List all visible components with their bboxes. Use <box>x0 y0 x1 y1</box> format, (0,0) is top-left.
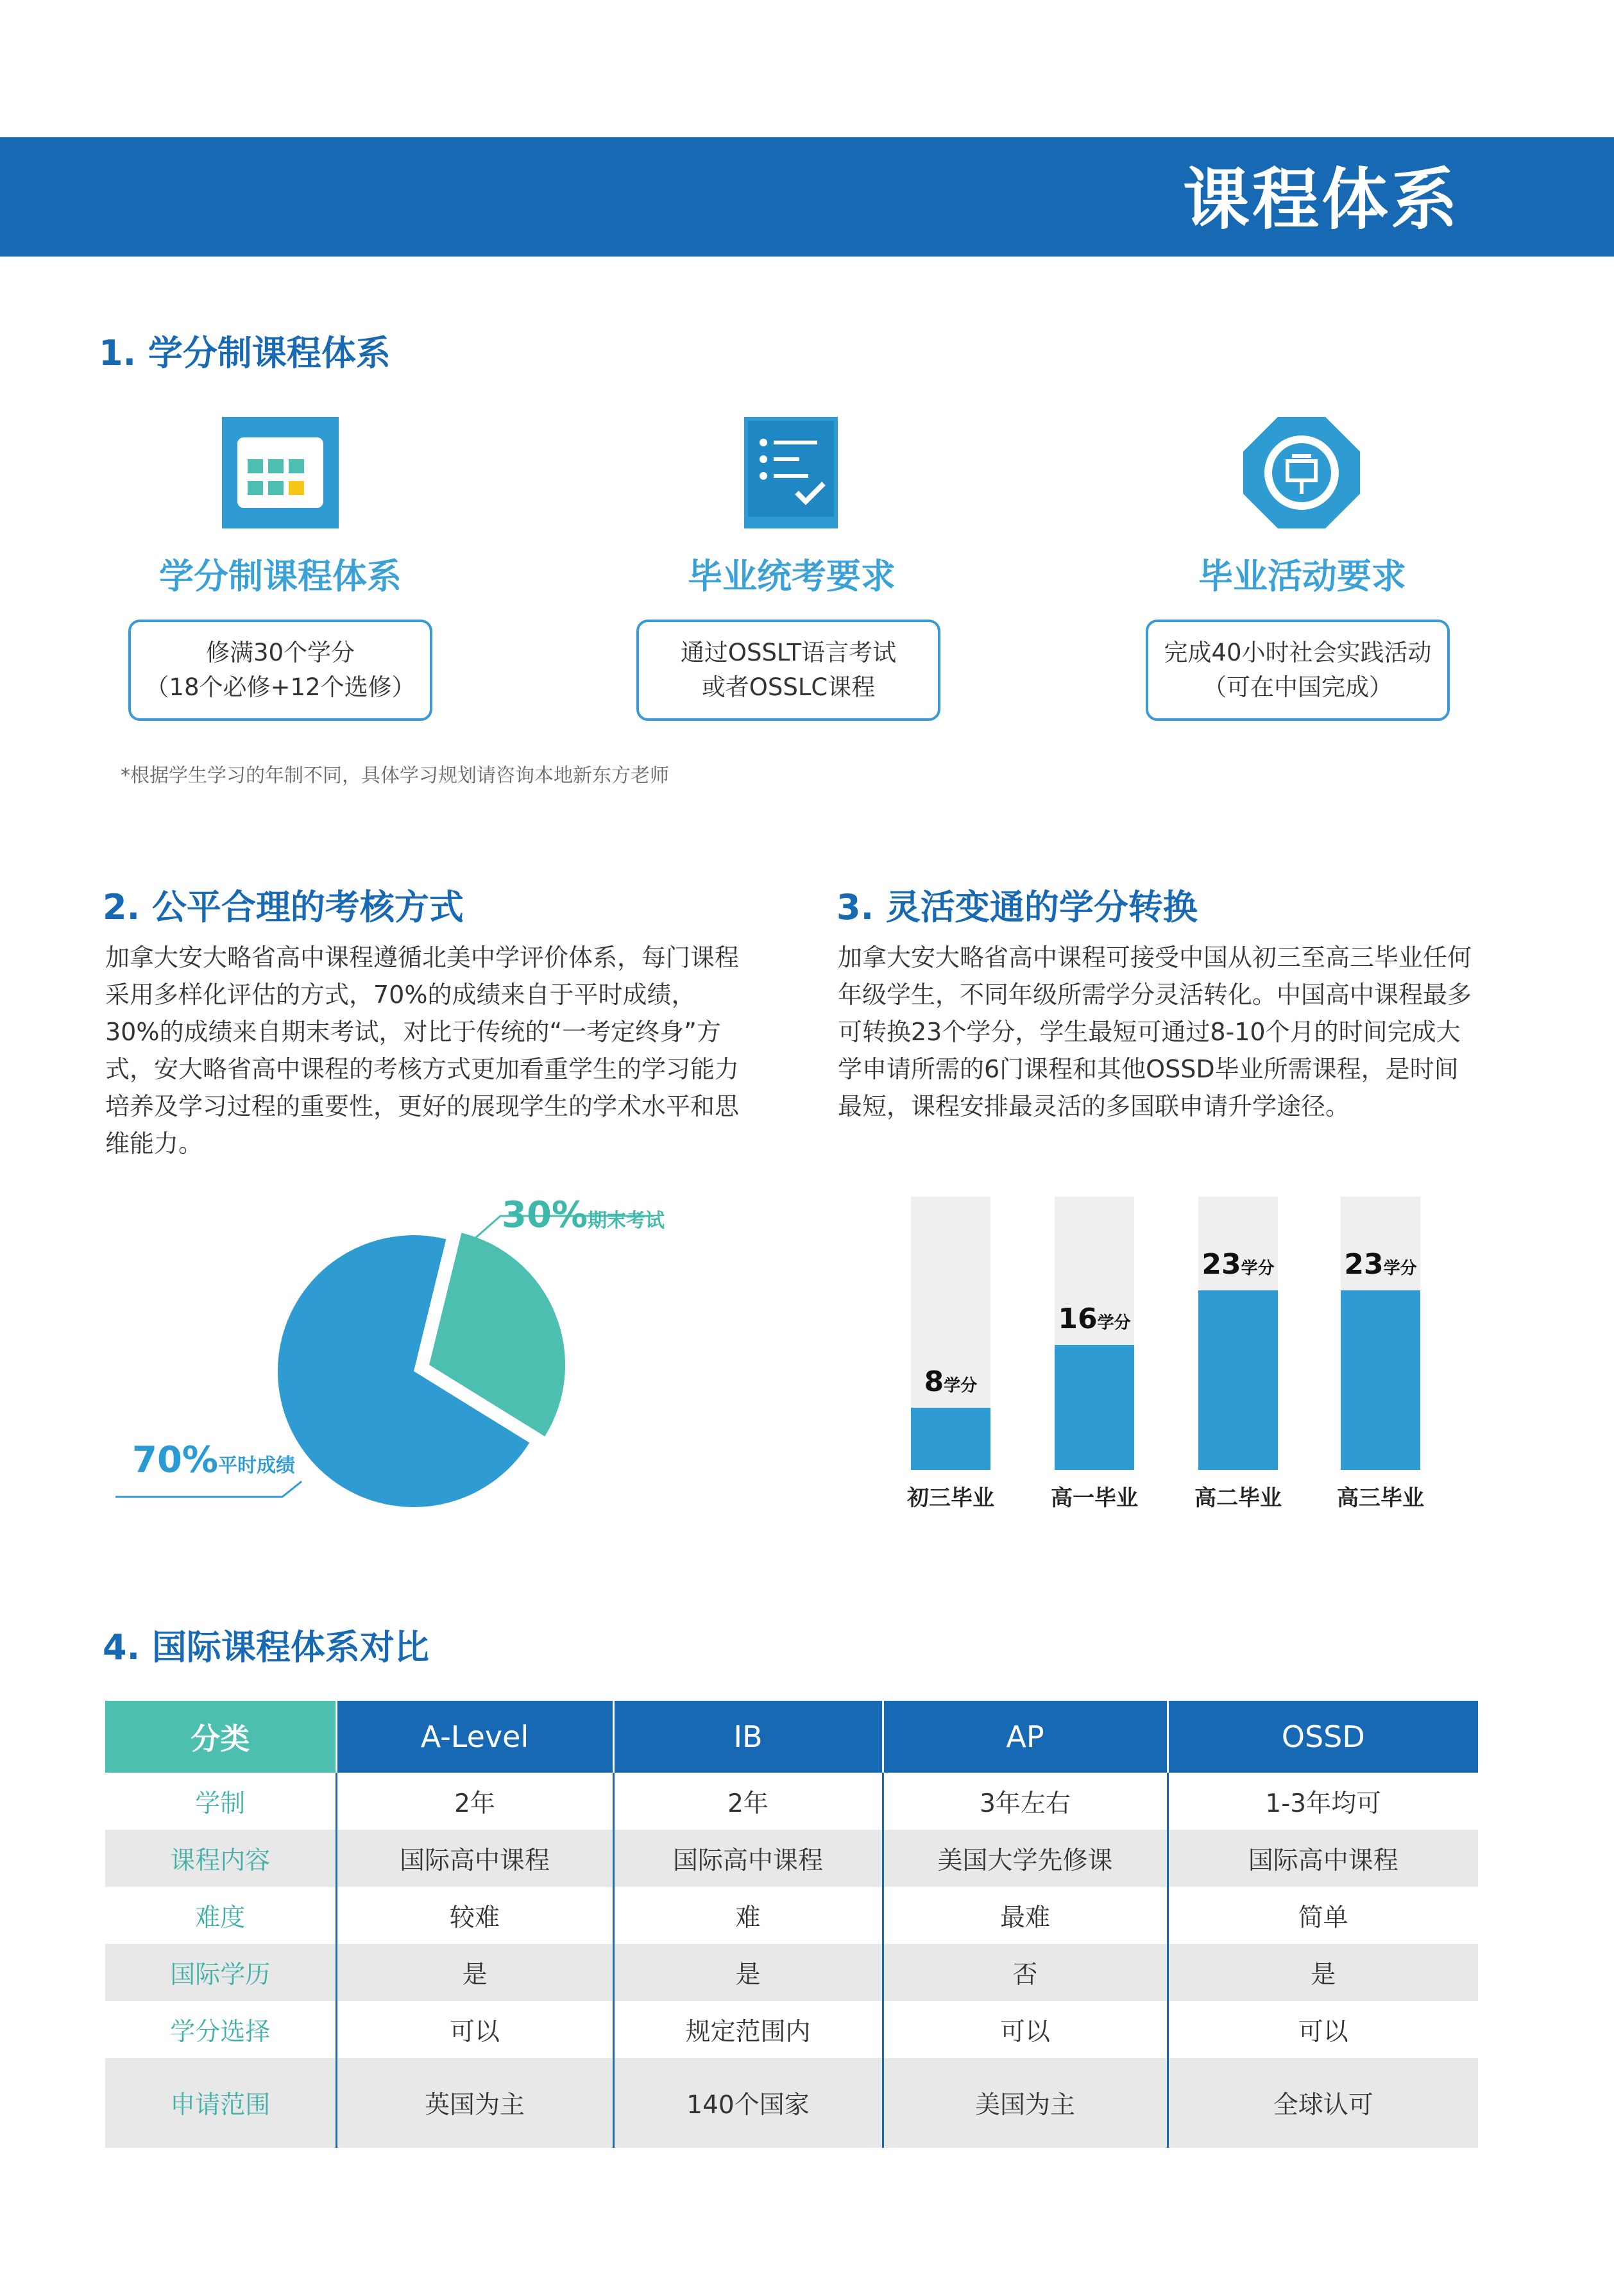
table-cell: 美国为主 <box>883 2058 1168 2148</box>
bar-category-label: 高一毕业 <box>1051 1485 1138 1511</box>
table-row <box>105 1773 1478 1830</box>
table-cell: 可以 <box>336 2001 613 2058</box>
card-credit-box <box>128 620 432 721</box>
pie-leader-usual <box>115 1481 302 1497</box>
bar-category-label: 高三毕业 <box>1337 1485 1424 1511</box>
card-credit-line1: 修满30个学分 <box>205 639 355 666</box>
bar-value-label <box>1174 1248 1302 1281</box>
card-exam-line2: 或者OSSLC课程 <box>701 673 876 701</box>
card-exam-box <box>636 620 940 721</box>
pie-label-final-text: 期末考试 <box>588 1210 665 1232</box>
section2-line: 采用多样化评估的方式，70%的成绩来自于平时成绩， <box>105 981 696 1009</box>
table-cell: 最难 <box>883 1887 1168 1944</box>
bar-value-label <box>1030 1303 1159 1335</box>
table-row-label: 课程内容 <box>105 1830 336 1887</box>
section2-line: 加拿大安大略省高中课程遵循北美中学评价体系，每门课程 <box>105 943 740 972</box>
card-activity-line1: 完成40小时社会实践活动 <box>1164 639 1432 666</box>
table-header-cell: AP <box>883 1701 1168 1773</box>
table-header-cell: A-Level <box>336 1701 613 1773</box>
table-cell: 3年左右 <box>883 1773 1168 1830</box>
section2-line: 30%的成绩来自期末考试，对比于传统的“一考定终身”方 <box>105 1018 721 1046</box>
bar-unit: 学分 <box>1097 1313 1131 1333</box>
section2-paragraph <box>105 939 766 1162</box>
bar-unit: 学分 <box>1383 1259 1417 1278</box>
card-credit-line2: （18个必修+12个选修） <box>145 673 416 701</box>
table-row-label: 申请范围 <box>105 2058 336 2148</box>
table-cell: 国际高中课程 <box>1168 1830 1478 1887</box>
table-row-label: 学分选择 <box>170 2017 271 2047</box>
table-cell: 2年 <box>336 1773 613 1830</box>
section4-title: 4. 国际课程体系对比 <box>103 1627 429 1667</box>
table-cell: 否 <box>883 1944 1168 2001</box>
section2-title: 2. 公平合理的考核方式 <box>103 887 464 927</box>
pie-label-usual-value: 70% <box>132 1439 219 1481</box>
table-header-cell: 分类 <box>105 1701 336 1773</box>
bar-4 <box>1341 1290 1420 1470</box>
table-cell: 规定范围内 <box>613 2001 883 2058</box>
bar-unit: 学分 <box>944 1376 978 1396</box>
footnote: *根据学生学习的年制不同，具体学习规划请咨询本地新东方老师 <box>121 764 669 787</box>
section3-line: 最短，课程安排最灵活的多国联申请升学途径。 <box>838 1092 1350 1120</box>
table-header-row <box>105 1701 1478 1773</box>
bar-2 <box>1055 1345 1134 1470</box>
table-cell: 国际高中课程 <box>613 1830 883 1887</box>
card-activity-box <box>1146 620 1450 721</box>
section3-line: 年级学生，不同年级所需学分灵活转化。中国高中课程最多 <box>838 981 1472 1009</box>
table-row <box>105 1944 1478 2001</box>
pie-label-usual-text: 平时成绩 <box>218 1455 296 1477</box>
table-header-cell: OSSD <box>1168 1701 1478 1773</box>
section3-line: 加拿大安大略省高中课程可接受中国从初三至高三毕业任何 <box>838 943 1472 972</box>
pie-label-usual <box>132 1439 295 1481</box>
table-row-label: 国际学历 <box>105 1944 336 2001</box>
table-row-label: 难度 <box>195 1903 246 1932</box>
table-cell: 2年 <box>613 1773 883 1830</box>
section3-title: 3. 灵活变通的学分转换 <box>837 887 1198 927</box>
table-row-label: 学制 <box>195 1789 246 1818</box>
table-cell: 国际高中课程 <box>336 1830 613 1887</box>
bar-1 <box>911 1408 990 1470</box>
table-row <box>105 2058 1478 2148</box>
comparison-table <box>105 1701 1478 2148</box>
card-credit-title: 学分制课程体系 <box>159 556 402 596</box>
section2-line: 维能力。 <box>105 1129 203 1158</box>
card-exam-title: 毕业统考要求 <box>688 556 896 596</box>
section2-line: 式，安大略省高中课程的考核方式更加看重学生的学习能力 <box>105 1055 740 1083</box>
table-cell: 1-3年均可 <box>1168 1773 1478 1830</box>
bar-chart <box>885 1197 1463 1530</box>
table-cell: 简单 <box>1168 1887 1478 1944</box>
bar-category-label: 初三毕业 <box>907 1485 994 1511</box>
table-cell: 可以 <box>883 2001 1168 2058</box>
page-title: 课程体系 <box>1182 160 1460 239</box>
pie-label-final-value: 30% <box>502 1194 588 1236</box>
table-cell: 较难 <box>336 1887 613 1944</box>
card-activity-line2: （可在中国完成） <box>1203 673 1393 701</box>
table-cell: 难 <box>613 1887 883 1944</box>
bar-value-label <box>1316 1248 1445 1281</box>
section2-line: 培养及学习过程的重要性，更好的展现学生的学术水平和思 <box>105 1092 740 1120</box>
section3-paragraph <box>838 939 1499 1125</box>
section3-line: 可转换23个学分，学生最短可通过8-10个月的时间完成大 <box>838 1018 1461 1046</box>
bar-unit: 学分 <box>1241 1259 1275 1278</box>
bar-value-label <box>887 1365 1015 1398</box>
table-cell: 是 <box>1168 1944 1478 2001</box>
table-cell: 全球认可 <box>1168 2058 1478 2148</box>
checklist-icon <box>744 417 838 528</box>
table-cell: 英国为主 <box>336 2058 613 2148</box>
table-cell: 美国大学先修课 <box>883 1830 1168 1887</box>
bar-value: 23 <box>1344 1248 1384 1281</box>
table-cell: 是 <box>336 1944 613 2001</box>
table-header-cell: IB <box>613 1701 883 1773</box>
card-exam-line1: 通过OSSLT语言考试 <box>680 639 897 666</box>
pie-chart <box>109 1186 686 1546</box>
table-row <box>105 2001 1478 2058</box>
table-row <box>105 1830 1478 1887</box>
bar-value: 16 <box>1058 1303 1098 1335</box>
table-cell: 可以 <box>1168 2001 1478 2058</box>
grid-calendar-icon <box>222 417 339 528</box>
section1-title: 1. 学分制课程体系 <box>99 333 391 373</box>
bar-value: 23 <box>1202 1248 1241 1281</box>
table-cell: 是 <box>613 1944 883 2001</box>
card-activity-title: 毕业活动要求 <box>1198 556 1406 596</box>
table-cell: 140个国家 <box>613 2058 883 2148</box>
pie-label-final <box>502 1194 665 1236</box>
bar-category-label: 高二毕业 <box>1194 1485 1282 1511</box>
presentation-board-icon <box>1243 417 1360 528</box>
bar-3 <box>1198 1290 1278 1470</box>
section3-line: 学申请所需的6门课程和其他OSSD毕业所需课程，是时间 <box>838 1055 1459 1083</box>
bar-value: 8 <box>924 1365 944 1398</box>
table-row <box>105 1887 1478 1944</box>
